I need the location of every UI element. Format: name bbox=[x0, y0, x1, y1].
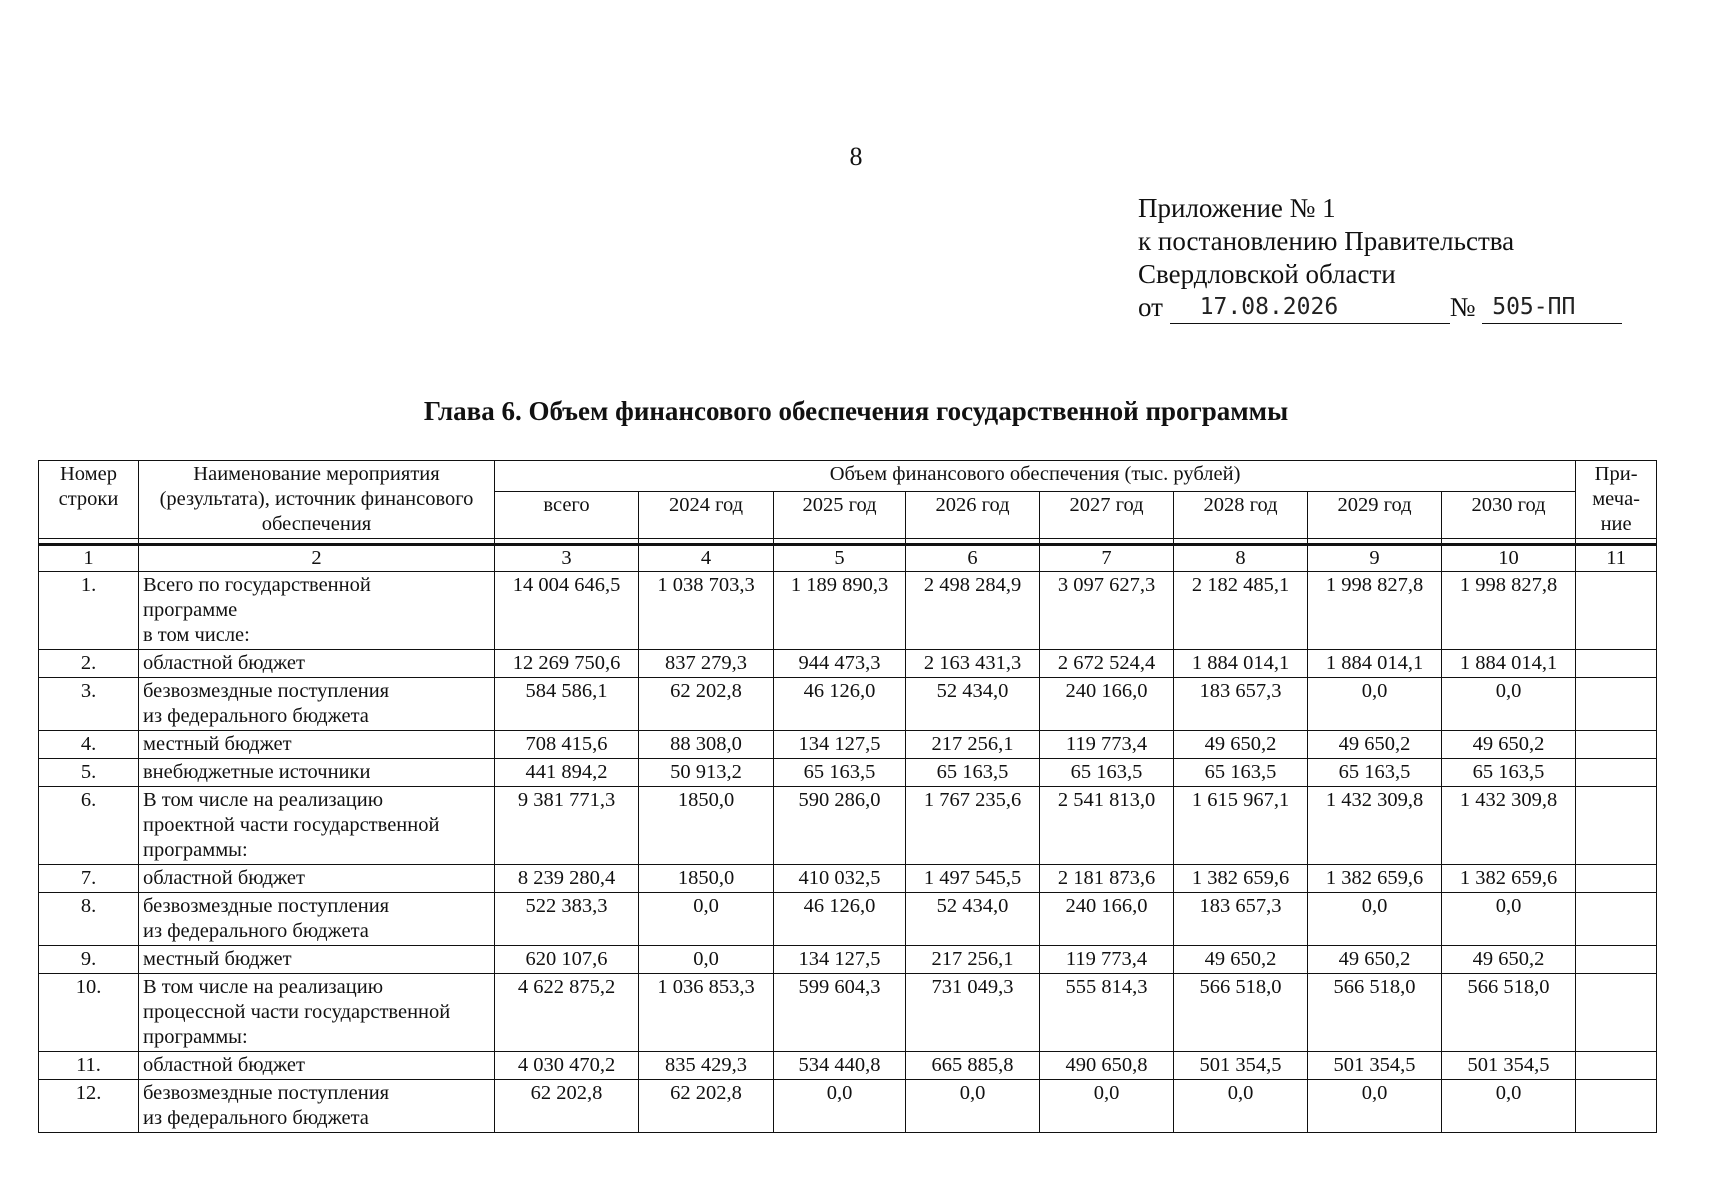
row-name-line: процессной части государственной bbox=[143, 1001, 451, 1023]
row-value: 49 650,2 bbox=[1442, 731, 1576, 759]
row-name-line: областной бюджет bbox=[143, 1054, 305, 1076]
row-value: 217 256,1 bbox=[906, 731, 1040, 759]
row-note bbox=[1576, 650, 1657, 678]
row-name-line: В том числе на реализацию bbox=[143, 976, 384, 998]
row-number: 5. bbox=[39, 759, 139, 787]
row-value: 46 126,0 bbox=[774, 678, 906, 731]
row-value: 0,0 bbox=[1308, 678, 1442, 731]
row-value: 134 127,5 bbox=[774, 946, 906, 974]
row-name bbox=[139, 1080, 495, 1133]
column-number: 3 bbox=[495, 545, 639, 572]
header-column: 2029 год bbox=[1308, 492, 1442, 539]
row-value: 1 998 827,8 bbox=[1442, 572, 1576, 650]
number-label: № bbox=[1449, 292, 1476, 322]
table-row bbox=[39, 893, 1657, 946]
header-note: При-меча-ние bbox=[1576, 461, 1657, 539]
row-value: 50 913,2 bbox=[639, 759, 774, 787]
row-value: 119 773,4 bbox=[1040, 946, 1174, 974]
row-value: 522 383,3 bbox=[495, 893, 639, 946]
row-number: 1. bbox=[39, 572, 139, 650]
table-row bbox=[39, 759, 1657, 787]
row-name-line: из федерального бюджета bbox=[143, 920, 369, 942]
row-name bbox=[139, 787, 495, 865]
row-note bbox=[1576, 787, 1657, 865]
row-value: 501 354,5 bbox=[1442, 1052, 1576, 1080]
row-name-line: местный бюджет bbox=[143, 948, 292, 970]
row-number: 3. bbox=[39, 678, 139, 731]
financing-table bbox=[38, 460, 1657, 1133]
row-name bbox=[139, 650, 495, 678]
from-label: от bbox=[1138, 292, 1163, 322]
row-value: 1850,0 bbox=[639, 787, 774, 865]
row-value: 1 382 659,6 bbox=[1442, 865, 1576, 893]
row-value: 410 032,5 bbox=[774, 865, 906, 893]
row-value: 441 894,2 bbox=[495, 759, 639, 787]
row-name-line: из федерального бюджета bbox=[143, 705, 369, 727]
row-value: 534 440,8 bbox=[774, 1052, 906, 1080]
row-number: 2. bbox=[39, 650, 139, 678]
row-value: 49 650,2 bbox=[1174, 731, 1308, 759]
row-value: 4 622 875,2 bbox=[495, 974, 639, 1052]
row-value: 0,0 bbox=[906, 1080, 1040, 1133]
row-name bbox=[139, 678, 495, 731]
row-value: 1 432 309,8 bbox=[1442, 787, 1576, 865]
row-name-line: местный бюджет bbox=[143, 733, 292, 755]
row-value: 0,0 bbox=[1442, 893, 1576, 946]
row-value: 183 657,3 bbox=[1174, 678, 1308, 731]
row-value: 0,0 bbox=[1040, 1080, 1174, 1133]
row-name-line: из федерального бюджета bbox=[143, 1107, 369, 1129]
row-value: 65 163,5 bbox=[1442, 759, 1576, 787]
row-note bbox=[1576, 1080, 1657, 1133]
row-value: 62 202,8 bbox=[639, 1080, 774, 1133]
row-value: 1 038 703,3 bbox=[639, 572, 774, 650]
row-note bbox=[1576, 759, 1657, 787]
row-value: 14 004 646,5 bbox=[495, 572, 639, 650]
header-column: 2026 год bbox=[906, 492, 1040, 539]
row-name-line: Всего по государственной bbox=[143, 574, 371, 596]
row-value: 731 049,3 bbox=[906, 974, 1040, 1052]
page-number: 8 bbox=[849, 142, 863, 171]
row-value: 49 650,2 bbox=[1442, 946, 1576, 974]
row-value: 590 286,0 bbox=[774, 787, 906, 865]
row-value: 88 308,0 bbox=[639, 731, 774, 759]
row-value: 4 030 470,2 bbox=[495, 1052, 639, 1080]
row-value: 584 586,1 bbox=[495, 678, 639, 731]
row-number: 10. bbox=[39, 974, 139, 1052]
row-value: 217 256,1 bbox=[906, 946, 1040, 974]
row-name bbox=[139, 1052, 495, 1080]
appendix-title: Приложение № 1 bbox=[1138, 193, 1336, 223]
row-note bbox=[1576, 678, 1657, 731]
row-value: 599 604,3 bbox=[774, 974, 906, 1052]
table-row bbox=[39, 787, 1657, 865]
row-value: 1 615 967,1 bbox=[1174, 787, 1308, 865]
row-number: 11. bbox=[39, 1052, 139, 1080]
table-row bbox=[39, 946, 1657, 974]
row-value: 49 650,2 bbox=[1308, 946, 1442, 974]
column-number: 6 bbox=[906, 545, 1040, 572]
appendix-block bbox=[1138, 192, 1658, 324]
row-number: 4. bbox=[39, 731, 139, 759]
column-number: 1 bbox=[39, 545, 139, 572]
row-value: 0,0 bbox=[1308, 1080, 1442, 1133]
row-value: 65 163,5 bbox=[774, 759, 906, 787]
row-value: 944 473,3 bbox=[774, 650, 906, 678]
row-note bbox=[1576, 572, 1657, 650]
table-row bbox=[39, 1080, 1657, 1133]
row-value: 1 884 014,1 bbox=[1174, 650, 1308, 678]
header-column: 2027 год bbox=[1040, 492, 1174, 539]
row-value: 0,0 bbox=[1308, 893, 1442, 946]
row-number: 6. bbox=[39, 787, 139, 865]
row-value: 0,0 bbox=[639, 946, 774, 974]
row-value: 835 429,3 bbox=[639, 1052, 774, 1080]
row-note bbox=[1576, 974, 1657, 1052]
row-value: 0,0 bbox=[1442, 678, 1576, 731]
header-row-number: Номер строки bbox=[39, 461, 139, 539]
row-name-line: областной бюджет bbox=[143, 867, 305, 889]
row-value: 134 127,5 bbox=[774, 731, 906, 759]
row-value: 62 202,8 bbox=[639, 678, 774, 731]
row-value: 501 354,5 bbox=[1174, 1052, 1308, 1080]
table-row bbox=[39, 865, 1657, 893]
row-note bbox=[1576, 865, 1657, 893]
row-value: 49 650,2 bbox=[1308, 731, 1442, 759]
row-value: 9 381 771,3 bbox=[495, 787, 639, 865]
column-number: 2 bbox=[139, 545, 495, 572]
row-value: 119 773,4 bbox=[1040, 731, 1174, 759]
row-value: 2 541 813,0 bbox=[1040, 787, 1174, 865]
row-value: 0,0 bbox=[774, 1080, 906, 1133]
row-value: 49 650,2 bbox=[1174, 946, 1308, 974]
row-name-line: областной бюджет bbox=[143, 652, 305, 674]
row-value: 65 163,5 bbox=[1308, 759, 1442, 787]
row-value: 1 432 309,8 bbox=[1308, 787, 1442, 865]
row-value: 2 498 284,9 bbox=[906, 572, 1040, 650]
row-name-line: В том числе на реализацию bbox=[143, 789, 384, 811]
row-note bbox=[1576, 731, 1657, 759]
row-value: 2 181 873,6 bbox=[1040, 865, 1174, 893]
row-value: 708 415,6 bbox=[495, 731, 639, 759]
row-name-line: безвозмездные поступления bbox=[143, 1082, 390, 1104]
row-note bbox=[1576, 1052, 1657, 1080]
header-column: всего bbox=[495, 492, 639, 539]
column-number: 8 bbox=[1174, 545, 1308, 572]
row-name-line: программы: bbox=[143, 1026, 248, 1048]
column-number: 10 bbox=[1442, 545, 1576, 572]
appendix-date-number-line bbox=[1138, 291, 1658, 324]
table-row bbox=[39, 974, 1657, 1052]
row-number: 8. bbox=[39, 893, 139, 946]
header-column: 2024 год bbox=[639, 492, 774, 539]
row-value: 52 434,0 bbox=[906, 893, 1040, 946]
row-value: 65 163,5 bbox=[906, 759, 1040, 787]
row-value: 1 884 014,1 bbox=[1308, 650, 1442, 678]
row-value: 2 163 431,3 bbox=[906, 650, 1040, 678]
row-value: 490 650,8 bbox=[1040, 1052, 1174, 1080]
table-row bbox=[39, 1052, 1657, 1080]
row-name bbox=[139, 759, 495, 787]
row-name-line: программы: bbox=[143, 839, 248, 861]
row-value: 2 182 485,1 bbox=[1174, 572, 1308, 650]
row-value: 1 767 235,6 bbox=[906, 787, 1040, 865]
decree-number: 505-ПП bbox=[1482, 294, 1622, 324]
row-value: 1 497 545,5 bbox=[906, 865, 1040, 893]
row-value: 3 097 627,3 bbox=[1040, 572, 1174, 650]
row-value: 566 518,0 bbox=[1442, 974, 1576, 1052]
row-value: 62 202,8 bbox=[495, 1080, 639, 1133]
row-value: 1 998 827,8 bbox=[1308, 572, 1442, 650]
row-number: 12. bbox=[39, 1080, 139, 1133]
row-value: 0,0 bbox=[1442, 1080, 1576, 1133]
row-value: 1 189 890,3 bbox=[774, 572, 906, 650]
row-value: 555 814,3 bbox=[1040, 974, 1174, 1052]
row-value: 566 518,0 bbox=[1174, 974, 1308, 1052]
row-value: 1 382 659,6 bbox=[1308, 865, 1442, 893]
row-name bbox=[139, 893, 495, 946]
decree-date: 17.08.2026 bbox=[1170, 294, 1450, 324]
row-value: 1850,0 bbox=[639, 865, 774, 893]
row-name-line: безвозмездные поступления bbox=[143, 895, 390, 917]
table-row bbox=[39, 678, 1657, 731]
row-value: 240 166,0 bbox=[1040, 678, 1174, 731]
table-row bbox=[39, 572, 1657, 650]
appendix-line-decree: к постановлению Правительства bbox=[1138, 226, 1515, 256]
row-value: 837 279,3 bbox=[639, 650, 774, 678]
row-value: 1 036 853,3 bbox=[639, 974, 774, 1052]
row-name bbox=[139, 946, 495, 974]
row-value: 65 163,5 bbox=[1174, 759, 1308, 787]
row-name bbox=[139, 572, 495, 650]
row-note bbox=[1576, 893, 1657, 946]
header-row-1 bbox=[39, 461, 1657, 492]
row-name bbox=[139, 731, 495, 759]
column-number: 11 bbox=[1576, 545, 1657, 572]
row-name-line: безвозмездные поступления bbox=[143, 680, 390, 702]
row-name-line: проектной части государственной bbox=[143, 814, 440, 836]
row-value: 183 657,3 bbox=[1174, 893, 1308, 946]
row-name bbox=[139, 865, 495, 893]
header-column: 2030 год bbox=[1442, 492, 1576, 539]
row-name-line: внебюджетные источники bbox=[143, 761, 371, 783]
row-note bbox=[1576, 946, 1657, 974]
column-numbers-row bbox=[39, 545, 1657, 572]
header-volume: Объем финансового обеспечения (тыс. рублей) bbox=[495, 461, 1576, 492]
column-number: 9 bbox=[1308, 545, 1442, 572]
row-value: 0,0 bbox=[1174, 1080, 1308, 1133]
appendix-line-region: Свердловской области bbox=[1138, 259, 1396, 289]
row-value: 566 518,0 bbox=[1308, 974, 1442, 1052]
row-name bbox=[139, 974, 495, 1052]
row-number: 9. bbox=[39, 946, 139, 974]
column-number: 7 bbox=[1040, 545, 1174, 572]
row-value: 1 884 014,1 bbox=[1442, 650, 1576, 678]
row-value: 65 163,5 bbox=[1040, 759, 1174, 787]
column-number: 4 bbox=[639, 545, 774, 572]
row-name-line: программе bbox=[143, 599, 238, 621]
row-value: 2 672 524,4 bbox=[1040, 650, 1174, 678]
column-number: 5 bbox=[774, 545, 906, 572]
header-column: 2028 год bbox=[1174, 492, 1308, 539]
row-value: 8 239 280,4 bbox=[495, 865, 639, 893]
table-row bbox=[39, 650, 1657, 678]
row-value: 46 126,0 bbox=[774, 893, 906, 946]
header-name: Наименование мероприятия (результата), источник финансового обеспечения bbox=[139, 461, 495, 539]
row-value: 620 107,6 bbox=[495, 946, 639, 974]
chapter-title: Глава 6. Объем финансового обеспечения государственной программы bbox=[423, 396, 1289, 426]
row-value: 12 269 750,6 bbox=[495, 650, 639, 678]
row-value: 501 354,5 bbox=[1308, 1052, 1442, 1080]
row-name-line: в том числе: bbox=[143, 624, 250, 646]
table-row bbox=[39, 731, 1657, 759]
row-value: 665 885,8 bbox=[906, 1052, 1040, 1080]
row-value: 52 434,0 bbox=[906, 678, 1040, 731]
row-value: 1 382 659,6 bbox=[1174, 865, 1308, 893]
row-number: 7. bbox=[39, 865, 139, 893]
row-value: 240 166,0 bbox=[1040, 893, 1174, 946]
header-column: 2025 год bbox=[774, 492, 906, 539]
row-value: 0,0 bbox=[639, 893, 774, 946]
